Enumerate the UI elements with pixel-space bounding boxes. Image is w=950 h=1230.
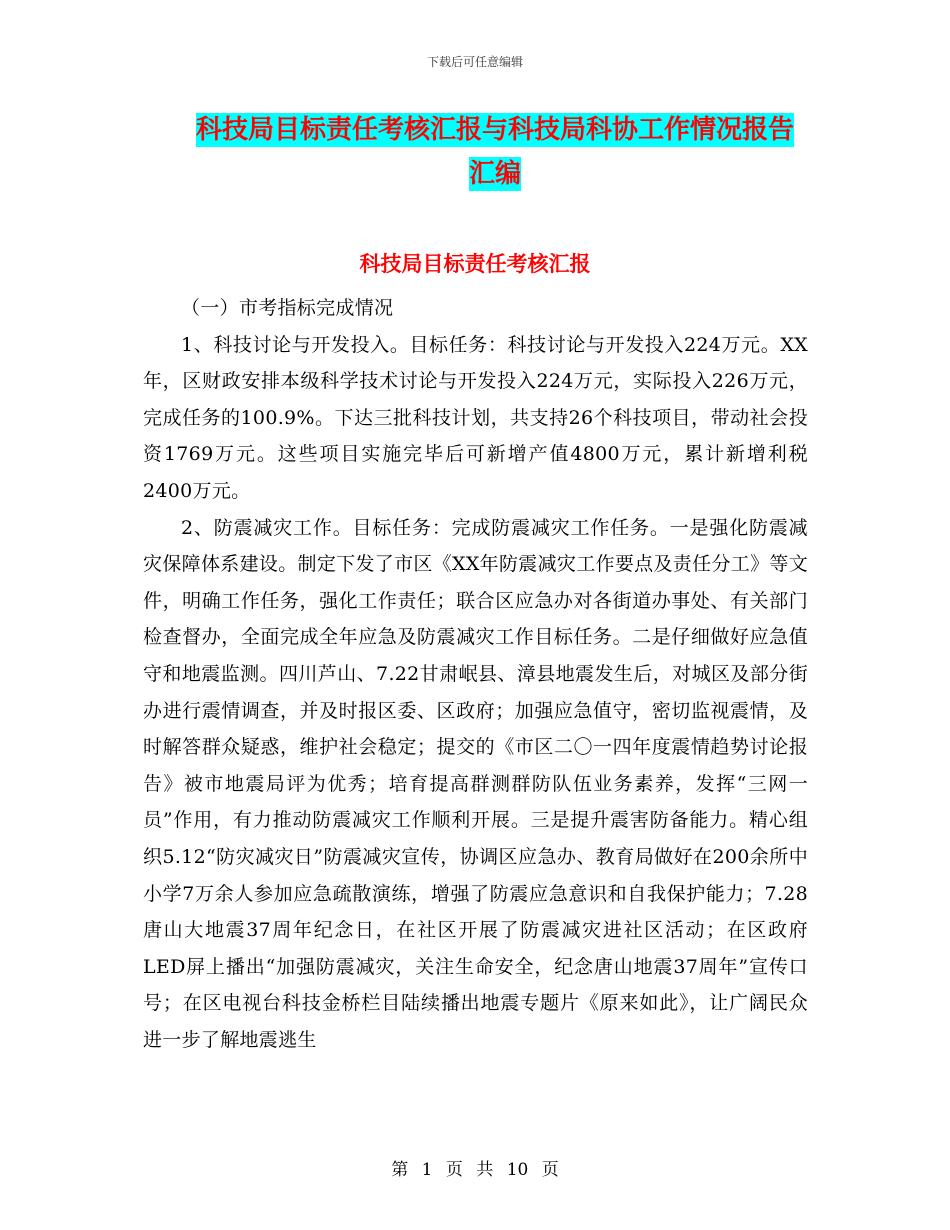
footer-label-page: 第 xyxy=(391,1160,409,1180)
section-title: 科技局目标责任考核汇报 xyxy=(359,252,591,276)
paragraph-earthquake-prevention: 2、防震减灾工作。目标任务：完成防震减灾工作任务。一是强化防震减灾保障体系建设。制定下发了市区《XX年防震减灾工作要点及责任分工》等文件，明确工作任务，强化工作责任；联合区应急办对各街道办事处、有关部门检查督办，全面完成全年应急及防震减灾工作目标任务。二是仔细做好应急值守和地震监测。四川芦山、7.22甘肃岷县、漳县地震发生后，对城区及部分街办进行震情调查，并及时报区委、区政府；加强应急值守，密切监视震情，及时解答群众疑惑，维护社会稳定；提交的《市区二〇一四年度震情趋势讨论报告》被市地震局评为优秀；培育提高群测群防队伍业务素养，发挥“三网一员”作用，有力推动防震减灾工作顺利开展。三是提升震害防备能力。精心组织5.12“防灾减灾日”防震减灾宣传，协调区应急办、教育局做好在200余所中小学7万余人参加应急疏散演练，增强了防震应急意识和自我保护能力；7.28唐山大地震37周年纪念日，在社区开展了防震减灾进社区活动；在区政府LED屏上播出“加强防震减灾，关注生命安全，纪念唐山地震37周年”宣传口号；在区电视台科技金桥栏目陆续播出地震专题片《原来如此》，让广阔民众进一步了解地震逃生 xyxy=(143,516,808,1051)
document-title xyxy=(140,108,850,196)
paragraph-subheading: （一）市考指标完成情况 xyxy=(181,297,394,319)
footer-label-total-unit: 页 xyxy=(541,1160,559,1180)
paragraph-rd-investment: 1、科技讨论与开发投入。目标任务：科技讨论与开发投入224万元。XX年，区财政安排本级科学技术讨论与开发投入224万元，实际投入226万元，完成任务的100.9%。下达三批科技计划，共支持26个科技项目，带动社会投资1769万元。这些项目实施完毕后可新增产值4800万元，累计新增利税2400万元。 xyxy=(143,333,808,502)
document-title-line-1: 科技局目标责任考核汇报与科技局科协工作情况报告 xyxy=(195,115,794,145)
page-footer xyxy=(0,1155,950,1180)
footer-label-page-unit: 页 xyxy=(445,1160,463,1180)
header-note: 下载后可任意编辑 xyxy=(426,55,523,69)
footer-page-number: 1 xyxy=(421,1160,433,1180)
document-title-line-2: 汇编 xyxy=(468,159,521,189)
footer-label-total: 共 xyxy=(476,1160,494,1180)
footer-total-pages: 10 xyxy=(506,1160,529,1180)
body-text xyxy=(143,290,808,1058)
